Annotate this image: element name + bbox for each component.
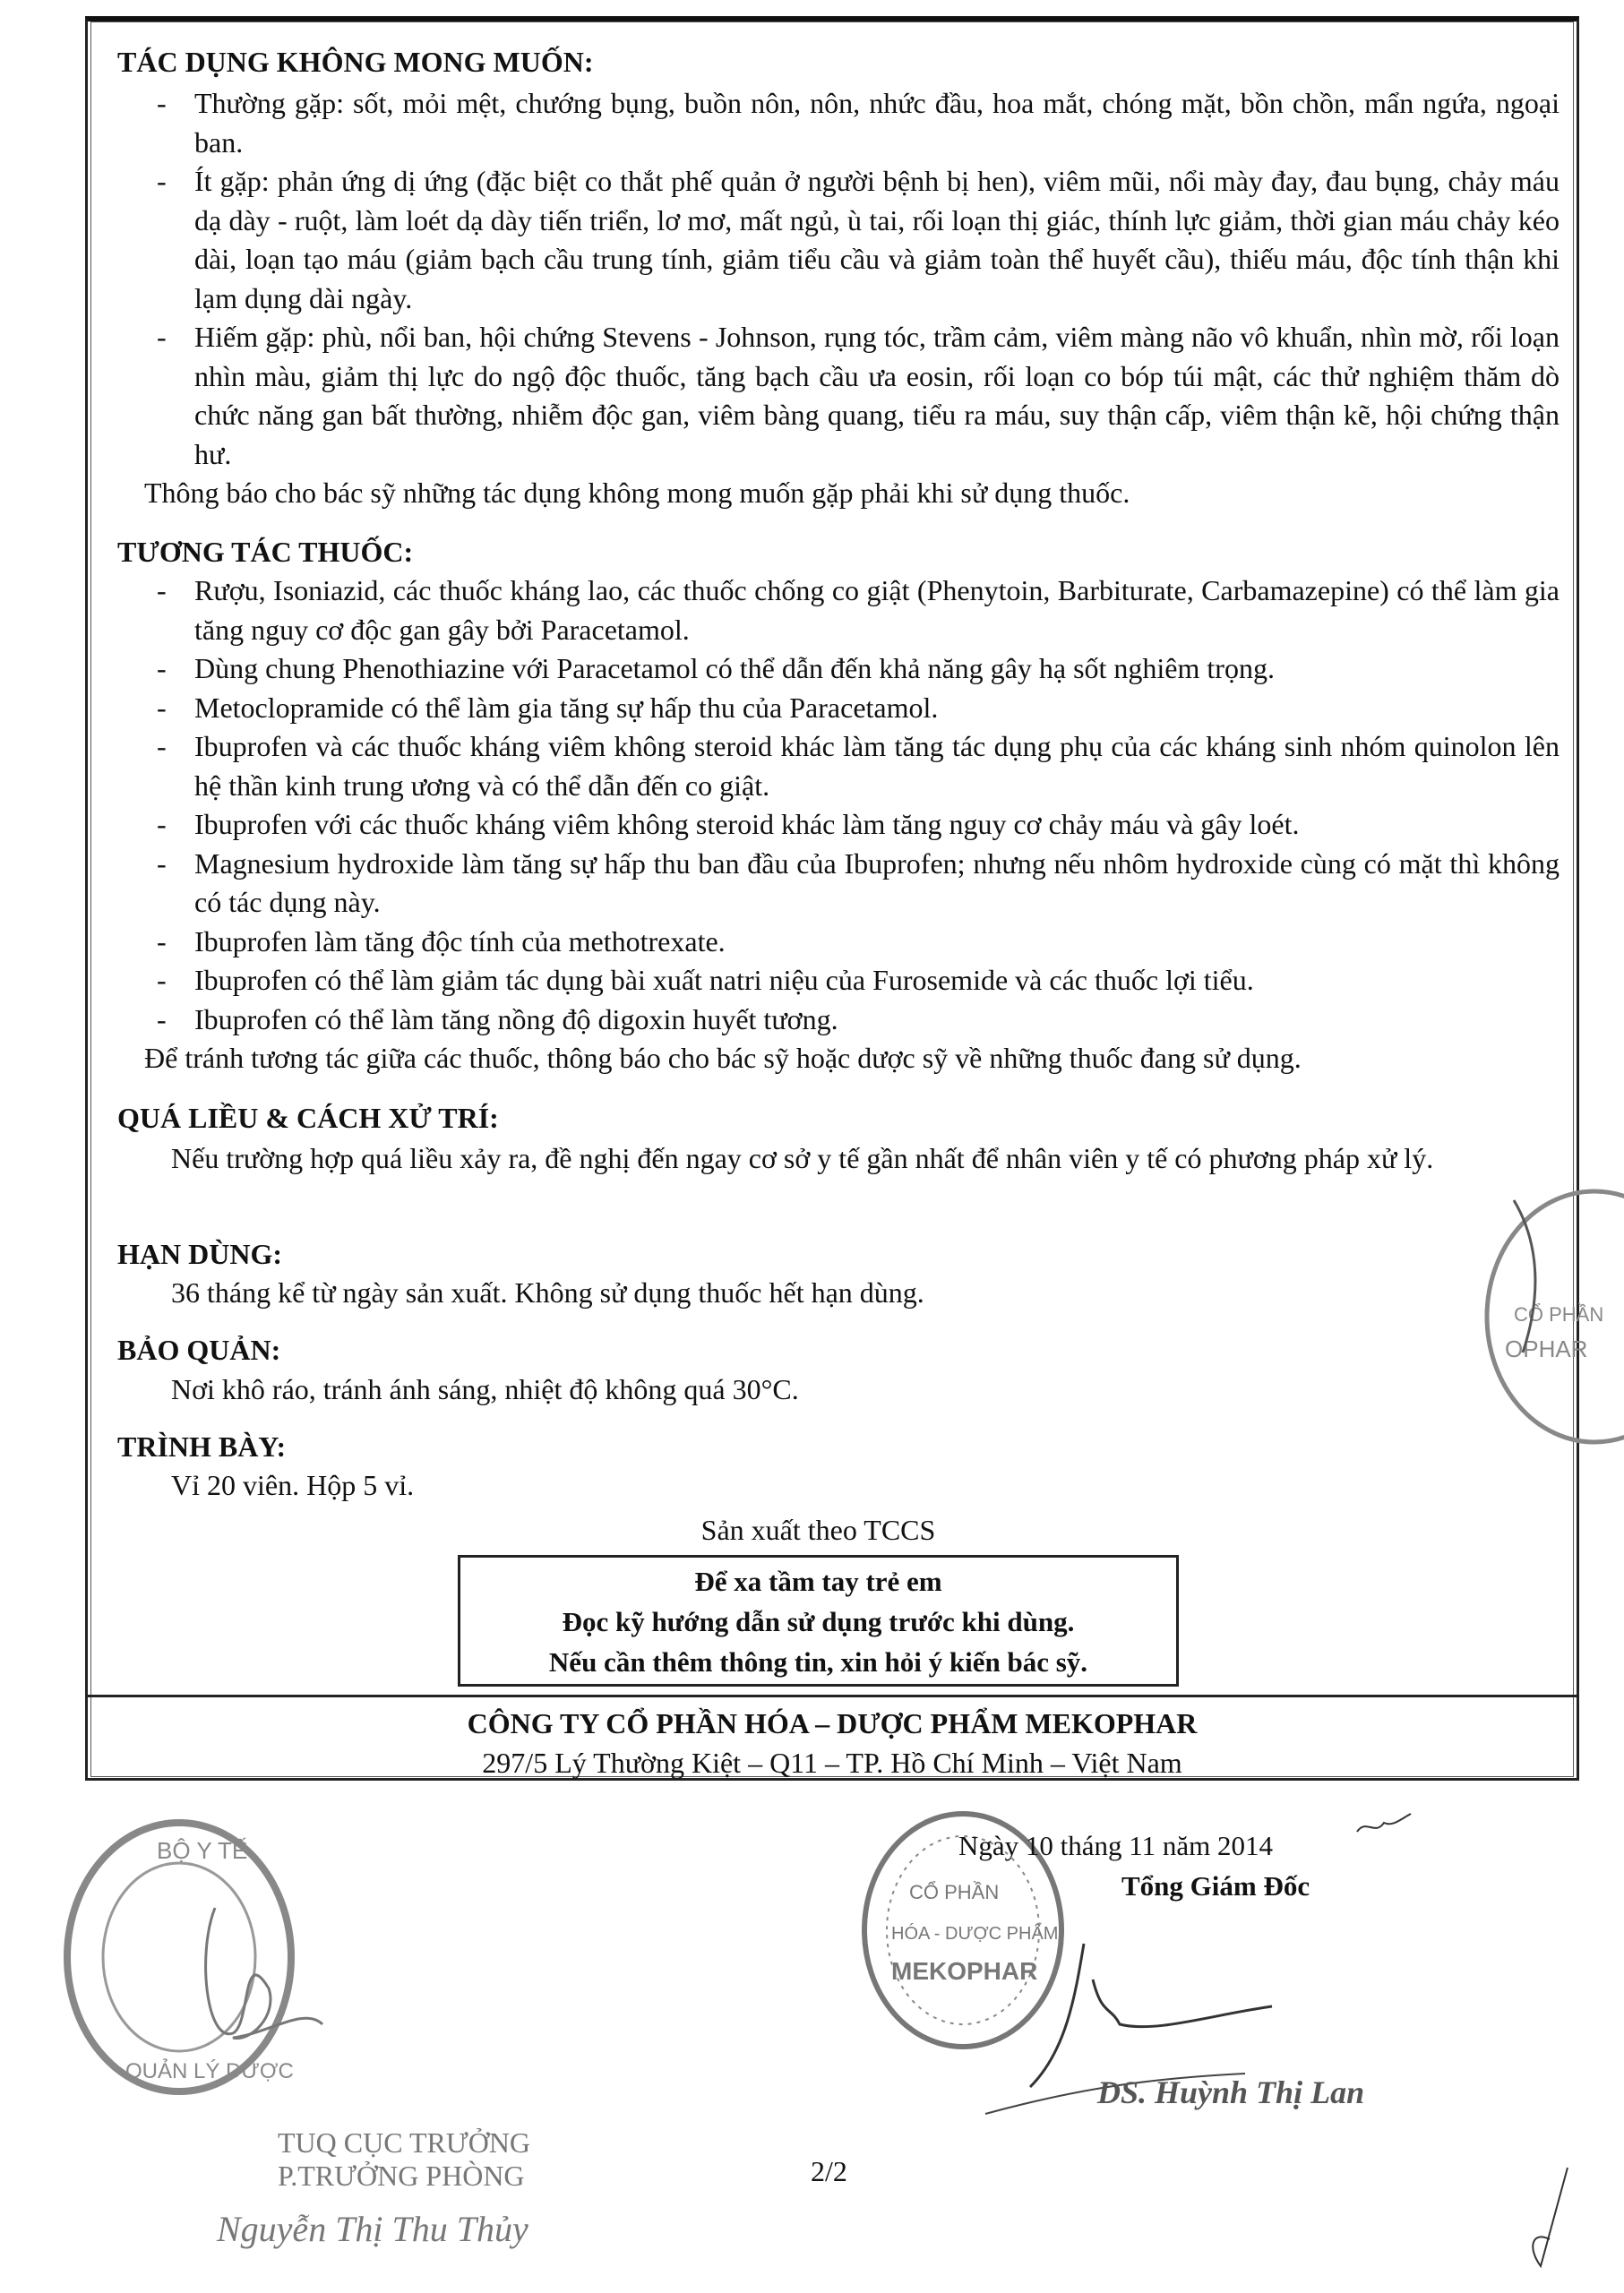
margin-initial bbox=[1523, 2168, 1577, 2275]
heading-overdose: QUÁ LIỀU & CÁCH XỬ TRÍ: bbox=[117, 1102, 499, 1134]
bullet-dash: - bbox=[157, 1002, 167, 1035]
drug-interactions-list bbox=[117, 571, 1560, 1078]
list-item-text: Ibuprofen có thể làm giảm tác dụng bài xuất natri niệu của Furosemide và các thuốc lợi tiểu. bbox=[194, 964, 1254, 996]
warning-line: Đọc kỹ hướng dẫn sử dụng trước khi dùng. bbox=[562, 1606, 1075, 1637]
manufacturing-standard: Sản xuất theo TCCS bbox=[700, 1514, 936, 1546]
initial-mark bbox=[1353, 1809, 1415, 1845]
authority-line-2: P.TRƯỞNG PHÒNG bbox=[278, 2160, 525, 2192]
svg-text:CỔ PHẦN: CỔ PHẦN bbox=[909, 1881, 1000, 1903]
list-item bbox=[117, 571, 1560, 649]
heading-packaging: TRÌNH BÀY: bbox=[117, 1430, 287, 1463]
bullet-dash: - bbox=[157, 964, 167, 996]
list-item-text: Metoclopramide có thể làm gia tăng sự hấp thu của Paracetamol. bbox=[194, 691, 939, 724]
list-item-text: Magnesium hydroxide làm tăng sự hấp thu ban đầu của Ibuprofen; nhưng nếu nhôm hydroxide cùng có mặt thì không có tác dụng này. bbox=[194, 846, 1560, 918]
list-item bbox=[117, 162, 1560, 318]
svg-text:CỔ PHẦN: CỔ PHẦN bbox=[1514, 1303, 1604, 1326]
ministry-stamp bbox=[63, 1809, 331, 2105]
heading-expiry: HẠN DÙNG: bbox=[117, 1238, 282, 1270]
overdose-block bbox=[117, 1139, 1551, 1179]
list-item bbox=[117, 649, 1560, 689]
list-item-text: Ít gặp: phản ứng dị ứng (đặc biệt co thắt phế quản ở người bệnh bị hen), viêm mũi, nổi mày đay, đau bụng, chảy máu dạ dày - ruột, làm loét dạ dày tiến triển, lơ mơ, mất ngủ, ù tai, rối loạn thị giác, thính lực giảm, thời gian máu chảy kéo dài, loạn tạo máu (giảm bạch cầu trung tính, giảm tiểu cầu và giảm toàn thể huyết cầu), thiếu máu, độc tính thận khi lạm dụng dài ngày. bbox=[194, 165, 1560, 314]
section-note: Để tránh tương tác giữa các thuốc, thông báo cho bác sỹ hoặc dược sỹ về những thuốc đang sử dụng. bbox=[144, 1042, 1302, 1074]
list-item bbox=[117, 318, 1560, 474]
list-item-text: Ibuprofen làm tăng độc tính của methotrexate. bbox=[194, 924, 726, 958]
expiry-text: 36 tháng kể từ ngày sản xuất. Không sử dụng thuốc hết hạn dùng. bbox=[171, 1276, 924, 1309]
list-item bbox=[117, 923, 1560, 962]
list-item-text: Dùng chung Phenothiazine với Paracetamol có thể dẫn đến khả năng gây hạ sốt nghiêm trọng. bbox=[194, 652, 1275, 684]
bullet-dash: - bbox=[157, 808, 167, 840]
company-name: CÔNG TY CỔ PHẦN HÓA – DƯỢC PHẨM MEKOPHAR bbox=[467, 1707, 1198, 1739]
bullet-dash: - bbox=[157, 321, 167, 353]
adverse-effects-list bbox=[117, 84, 1560, 513]
list-item bbox=[117, 689, 1560, 728]
list-item bbox=[117, 961, 1560, 1001]
svg-text:QUẢN LÝ DƯỢC: QUẢN LÝ DƯỢC bbox=[125, 2059, 294, 2083]
list-item-text: Thường gặp: sốt, mỏi mệt, chướng bụng, buồn nôn, nôn, nhức đầu, hoa mắt, chóng mặt, bồn chồn, mẩn ngứa, ngoại ban. bbox=[194, 87, 1560, 159]
director-name: DS. Huỳnh Thị Lan bbox=[1097, 2074, 1365, 2110]
authority-signer-name: Nguyễn Thị Thu Thủy bbox=[217, 2209, 528, 2249]
bullet-dash: - bbox=[157, 574, 167, 606]
svg-text:OPHAR: OPHAR bbox=[1505, 1335, 1588, 1362]
section-note: Thông báo cho bác sỹ những tác dụng không mong muốn gặp phải khi sử dụng thuốc. bbox=[144, 477, 1130, 509]
list-item-text: Ibuprofen có thể làm tăng nồng độ digoxin huyết tương. bbox=[194, 1002, 838, 1035]
list-item bbox=[117, 845, 1560, 923]
list-item bbox=[117, 805, 1560, 845]
list-item-text: Ibuprofen và các thuốc kháng viêm không steroid khác làm tăng tác dụng phụ của các kháng sinh nhóm quinolon lên hệ thần kinh trung ương và có thể dẫn đến co giật. bbox=[194, 730, 1560, 802]
warning-box bbox=[458, 1555, 1179, 1687]
list-item-text: Ibuprofen với các thuốc kháng viêm không steroid khác làm tăng nguy cơ chảy máu và gây loét. bbox=[194, 808, 1300, 840]
storage-text: Nơi khô ráo, tránh ánh sáng, nhiệt độ không quá 30°C. bbox=[171, 1373, 799, 1405]
svg-text:MEKOPHAR: MEKOPHAR bbox=[891, 1957, 1038, 1985]
svg-text:BỘ Y TẾ: BỘ Y TẾ bbox=[157, 1837, 248, 1864]
list-item-text: Rượu, Isoniazid, các thuốc kháng lao, các thuốc chống co giật (Phenytoin, Barbiturate, Carbamazepine) có thể làm gia tăng nguy cơ độc gan gây bởi Paracetamol. bbox=[194, 574, 1560, 646]
svg-text:HÓA - DƯỢC PHẨM: HÓA - DƯỢC PHẨM bbox=[891, 1924, 1059, 1944]
list-item bbox=[117, 727, 1560, 805]
footer-divider bbox=[85, 1695, 1579, 1697]
signoff-title: Tổng Giám Đốc bbox=[1121, 1870, 1310, 1902]
list-item bbox=[117, 1001, 1560, 1040]
packaging-text: Vỉ 20 viên. Hộp 5 vỉ. bbox=[171, 1469, 415, 1501]
bullet-dash: - bbox=[157, 165, 167, 197]
heading-drug-interactions: TƯƠNG TÁC THUỐC: bbox=[117, 536, 414, 568]
bullet-dash: - bbox=[157, 846, 167, 880]
partial-company-stamp bbox=[1451, 1173, 1624, 1469]
bullet-dash: - bbox=[157, 730, 167, 762]
bullet-dash: - bbox=[157, 87, 167, 119]
list-item bbox=[117, 84, 1560, 162]
warning-line: Nếu cần thêm thông tin, xin hỏi ý kiến bác sỹ. bbox=[548, 1646, 1088, 1678]
overdose-text: Nếu trường hợp quá liều xảy ra, đề nghị đến ngay cơ sở y tế gần nhất để nhân viên y tế có phương pháp xử lý. bbox=[171, 1142, 1434, 1174]
bullet-dash: - bbox=[157, 652, 167, 684]
bullet-dash: - bbox=[157, 691, 167, 724]
heading-adverse-effects: TÁC DỤNG KHÔNG MONG MUỐN: bbox=[117, 46, 594, 78]
authority-line-1: TUQ CỤC TRƯỞNG bbox=[278, 2126, 531, 2159]
warning-line: Để xa tầm tay trẻ em bbox=[694, 1566, 942, 1597]
heading-storage: BẢO QUẢN: bbox=[117, 1334, 281, 1366]
page-number: 2/2 bbox=[811, 2155, 847, 2187]
signoff-date: Ngày 10 tháng 11 năm 2014 bbox=[958, 1830, 1273, 1861]
list-item-text: Hiếm gặp: phù, nổi ban, hội chứng Stevens - Johnson, rụng tóc, trầm cảm, viêm màng não vô khuẩn, nhìn mờ, rối loạn nhìn màu, giảm thị lực do ngộ độc thuốc, tăng bạch cầu ưa eosin, rối loạn co bóp túi mật, các thử nghiệm thăm dò chức năng gan bất thường, nhiễm độc gan, viêm bàng quang, tiểu ra máu, suy thận cấp, viêm thận kẽ, hội chứng thận hư. bbox=[194, 321, 1560, 470]
company-address: 297/5 Lý Thường Kiệt – Q11 – TP. Hồ Chí Minh – Việt Nam bbox=[482, 1747, 1182, 1779]
bullet-dash: - bbox=[157, 924, 167, 958]
